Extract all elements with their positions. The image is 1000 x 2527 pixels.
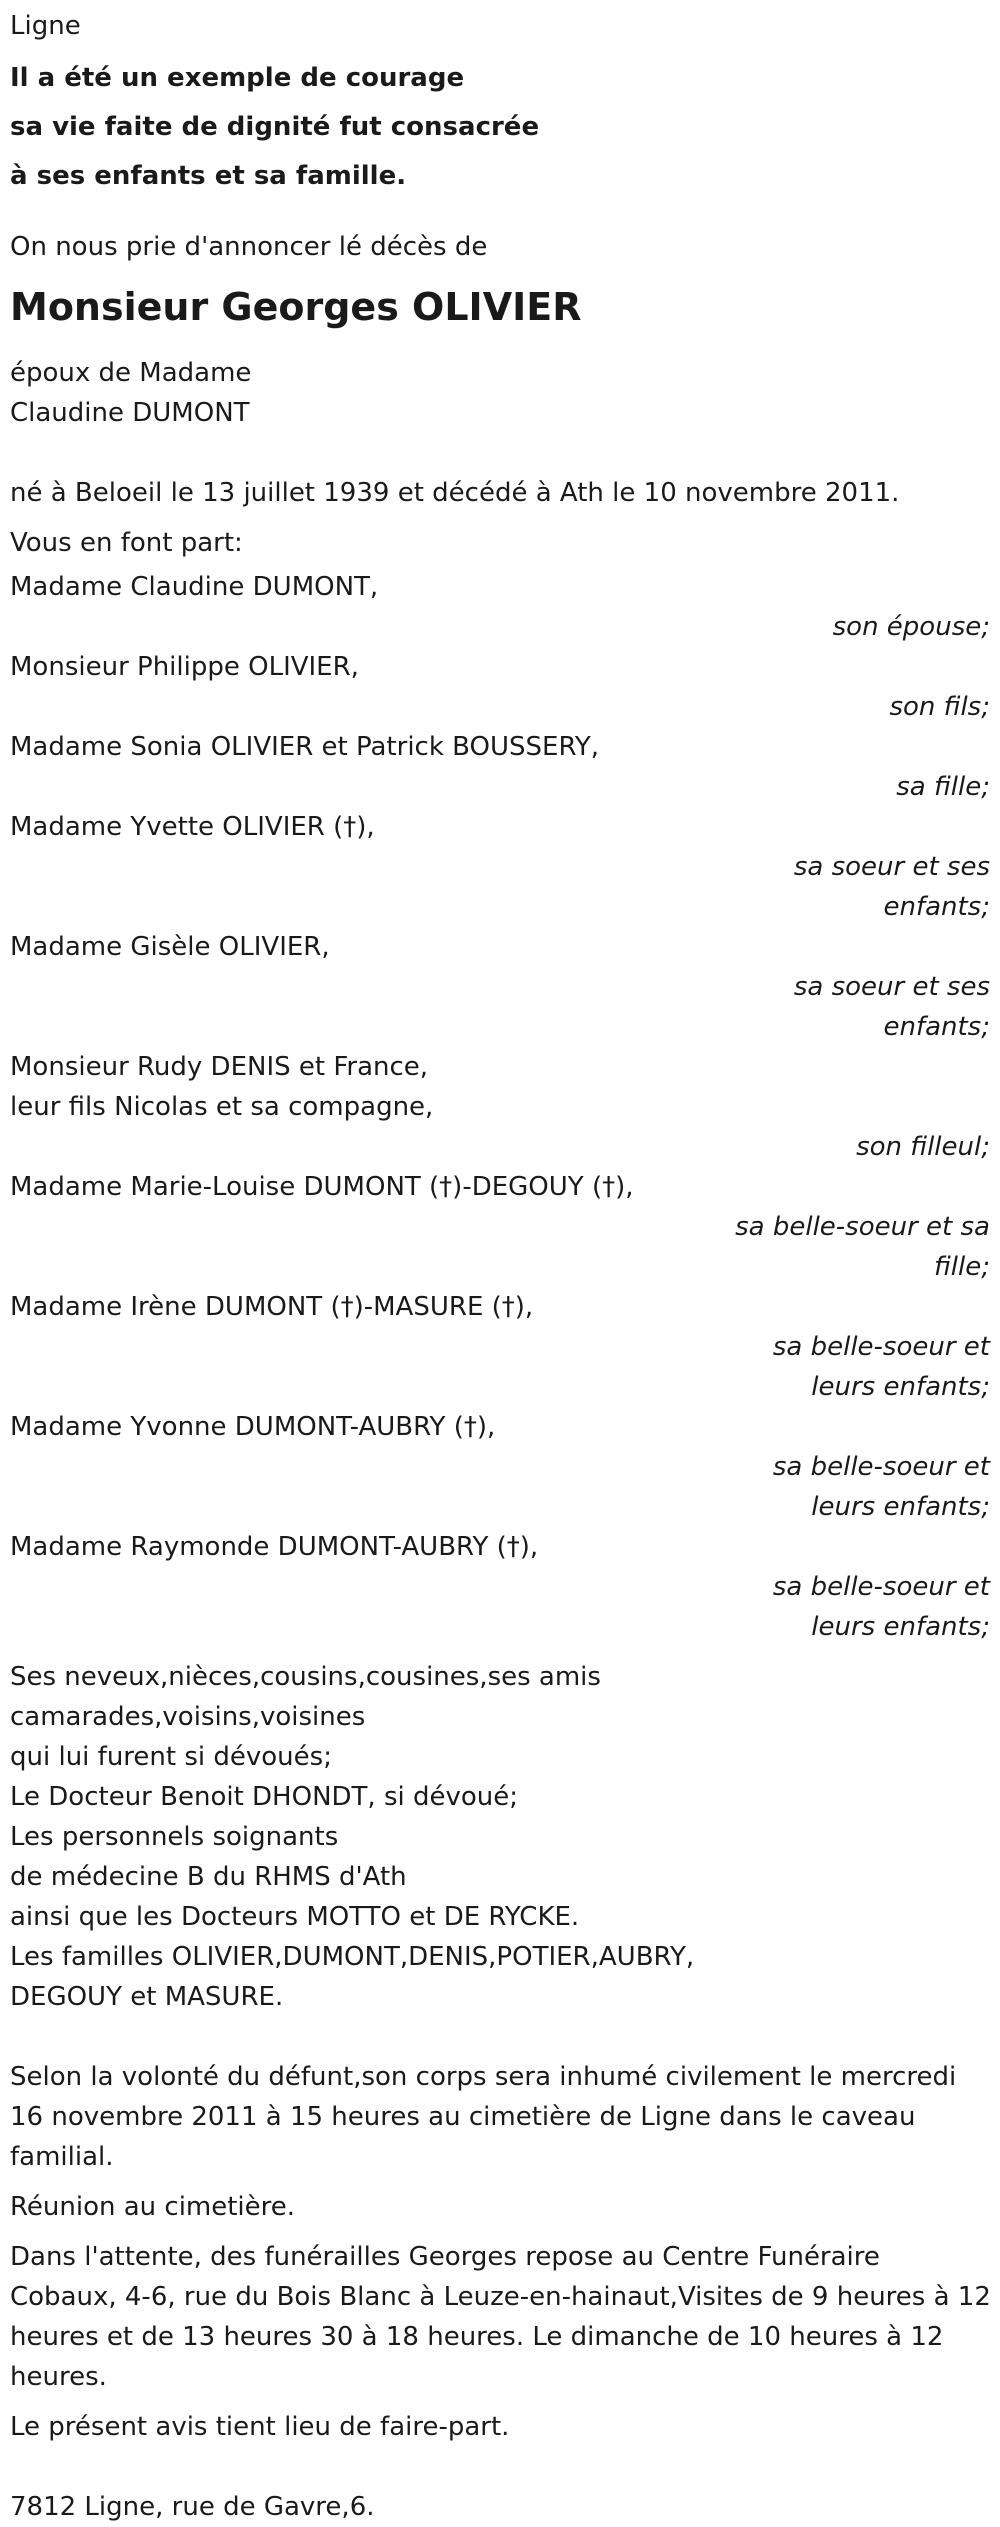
family-relation xyxy=(730,687,990,727)
funeral-line: Selon la volonté du défunt,son corps sera inhumé civilement le mercredi xyxy=(10,2062,957,2092)
birth-death: né à Beloeil le 13 juillet 1939 et décédé à Ath le 10 novembre 2011. xyxy=(10,478,900,508)
family-entry xyxy=(10,1167,990,1287)
family-relation xyxy=(730,847,990,927)
family-relation xyxy=(730,1567,990,1647)
family-entry xyxy=(10,567,990,647)
spouse-line: Claudine DUMONT xyxy=(10,398,250,428)
obituary-page xyxy=(0,6,1000,2527)
family-member-name: Madame Yvette OLIVIER (†), xyxy=(10,812,375,842)
location-header: Ligne xyxy=(10,11,81,41)
funeral-line: 16 novembre 2011 à 15 heures au cimetière de Ligne dans le caveau xyxy=(10,2102,916,2132)
funeral-info xyxy=(10,2057,990,2177)
family-entry xyxy=(10,807,990,927)
relation-line: sa belle-soeur et xyxy=(772,1572,990,1602)
family-member-name: Monsieur Rudy DENIS et France, xyxy=(10,1052,429,1082)
address: 7812 Ligne, rue de Gavre,6. xyxy=(10,2492,375,2522)
spouse-info xyxy=(10,353,990,433)
family-relation xyxy=(730,1207,990,1287)
others-line: Le Docteur Benoit DHONDT, si dévoué; xyxy=(10,1782,519,1812)
family-entry xyxy=(10,1407,990,1527)
family-entry xyxy=(10,1527,990,1647)
others-line: de médecine B du RHMS d'Ath xyxy=(10,1862,407,1892)
relation-line: leurs enfants; xyxy=(811,1612,990,1642)
waiting-info xyxy=(10,2237,990,2397)
others-line: Ses neveux,nièces,cousins,cousines,ses amis xyxy=(10,1662,601,1692)
relation-line: sa soeur et ses xyxy=(793,972,990,1002)
family-entry xyxy=(10,727,990,807)
epitaph-line: à ses enfants et sa famille. xyxy=(10,161,407,191)
family-member-name: Madame Irène DUMONT (†)-MASURE (†), xyxy=(10,1292,534,1322)
spouse-line: époux de Madame xyxy=(10,358,252,388)
reunion-info: Réunion au cimetière. xyxy=(10,2192,296,2222)
family-member-name: Madame Gisèle OLIVIER, xyxy=(10,932,330,962)
epitaph-line: sa vie faite de dignité fut consacrée xyxy=(10,112,540,142)
family-member-name: Madame Marie-Louise DUMONT (†)-DEGOUY (†), xyxy=(10,1172,634,1202)
waiting-line: Cobaux, 4-6, rue du Bois Blanc à Leuze-en-hainaut,Visites de 9 heures à 12 xyxy=(10,2282,991,2312)
relation-line: son fils; xyxy=(889,692,990,722)
relation-line: sa belle-soeur et sa xyxy=(735,1212,990,1242)
waiting-line: heures et de 13 heures 30 à 18 heures. Le dimanche de 10 heures à 12 xyxy=(10,2322,944,2352)
family-relation xyxy=(730,767,990,807)
relation-line: enfants; xyxy=(883,892,990,922)
family-entry xyxy=(10,1287,990,1407)
relation-line: fille; xyxy=(934,1252,990,1282)
relation-line: son filleul; xyxy=(856,1132,990,1162)
others-line: Les personnels soignants xyxy=(10,1822,339,1852)
epitaph xyxy=(10,54,990,201)
relation-line: sa belle-soeur et xyxy=(772,1452,990,1482)
family-relation xyxy=(730,967,990,1047)
share-intro: Vous en font part: xyxy=(10,528,243,558)
others-line: DEGOUY et MASURE. xyxy=(10,1982,284,2012)
family-member-name: Madame Claudine DUMONT, xyxy=(10,572,379,602)
family-relation xyxy=(730,1127,990,1167)
others-line: Les familles OLIVIER,DUMONT,DENIS,POTIER,AUBRY, xyxy=(10,1942,695,1972)
relation-line: sa fille; xyxy=(896,772,990,802)
waiting-line: heures. xyxy=(10,2362,107,2392)
family-relation xyxy=(730,1447,990,1527)
waiting-line: Dans l'attente, des funérailles Georges repose au Centre Funéraire xyxy=(10,2242,880,2272)
notice: Le présent avis tient lieu de faire-part. xyxy=(10,2412,510,2442)
others-list xyxy=(10,1657,990,2017)
family-relation xyxy=(730,607,990,647)
family-member-name: Monsieur Philippe OLIVIER, xyxy=(10,652,359,682)
others-line: ainsi que les Docteurs MOTTO et DE RYCKE. xyxy=(10,1902,580,1932)
funeral-line: familial. xyxy=(10,2142,114,2172)
family-member-name: Madame Yvonne DUMONT-AUBRY (†), xyxy=(10,1412,496,1442)
family-entry xyxy=(10,1047,990,1167)
relation-line: leurs enfants; xyxy=(811,1372,990,1402)
family-entry xyxy=(10,927,990,1047)
relation-line: sa soeur et ses xyxy=(793,852,990,882)
family-entry xyxy=(10,647,990,727)
relation-line: enfants; xyxy=(883,1012,990,1042)
family-list xyxy=(10,567,990,1647)
relation-line: sa belle-soeur et xyxy=(772,1332,990,1362)
family-member-name: leur fils Nicolas et sa compagne, xyxy=(10,1092,434,1122)
relation-line: leurs enfants; xyxy=(811,1492,990,1522)
family-relation xyxy=(730,1327,990,1407)
announcement: On nous prie d'annoncer lé décès de xyxy=(10,232,488,262)
family-member-name: Madame Raymonde DUMONT-AUBRY (†), xyxy=(10,1532,539,1562)
deceased-name: Monsieur Georges OLIVIER xyxy=(10,285,582,329)
relation-line: son épouse; xyxy=(832,612,990,642)
family-member-name: Madame Sonia OLIVIER et Patrick BOUSSERY, xyxy=(10,732,600,762)
epitaph-line: Il a été un exemple de courage xyxy=(10,63,465,93)
others-line: qui lui furent si dévoués; xyxy=(10,1742,332,1772)
others-line: camarades,voisins,voisines xyxy=(10,1702,366,1732)
